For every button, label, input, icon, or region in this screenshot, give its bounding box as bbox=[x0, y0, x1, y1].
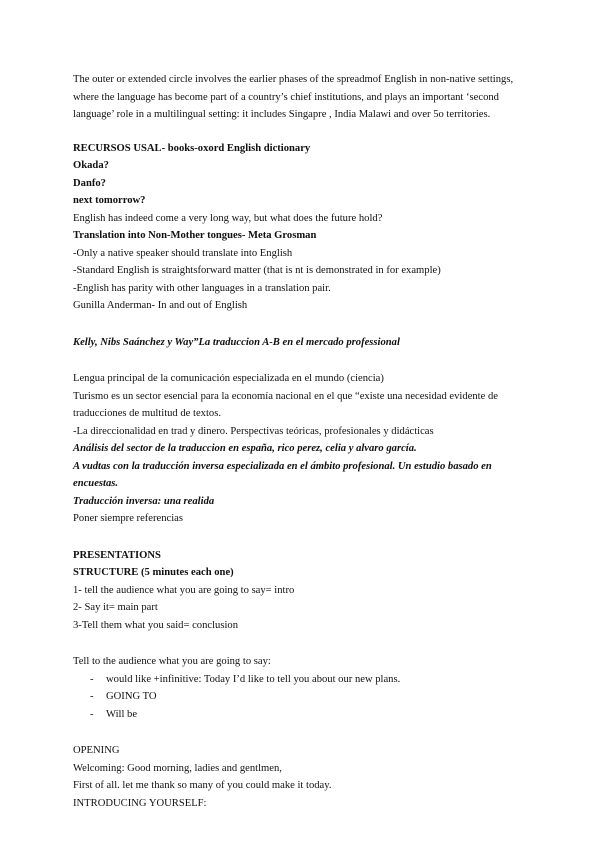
list-item-text: GOING TO bbox=[106, 691, 157, 702]
question-okada: Okada? bbox=[73, 160, 109, 171]
point-parity: -English has parity with other languages in a translation pair. bbox=[73, 282, 331, 294]
point-native-speaker: -Only a native speaker should translate into English bbox=[73, 247, 293, 259]
lengua-principal-line: Lengua principal de la comunicación especializada en el mundo (ciencia) bbox=[73, 373, 384, 384]
presentations-heading: PRESENTATIONS bbox=[73, 549, 161, 561]
structure-step-3: 3-Tell them what you said= conclusion bbox=[73, 619, 238, 631]
list-item bbox=[73, 671, 535, 689]
tell-audience-line: Tell to the audience what you are going to say: bbox=[73, 656, 271, 667]
phrase-list bbox=[73, 671, 535, 724]
introducing-heading: INTRODUCING YOURSELF: bbox=[73, 797, 207, 809]
spacer bbox=[73, 723, 535, 742]
spacer bbox=[73, 124, 535, 140]
traduccion-inversa-line: Traducción inversa: una realida bbox=[73, 495, 215, 507]
first-of-all-line: First of all. let me thank so many of you could make it today. bbox=[73, 780, 332, 791]
spacer bbox=[73, 528, 535, 547]
intro-paragraph: The outer or extended circle involves the earlier phases of the spreadmof English in non-native settings, where the language has become part of a country’s chief institutions, and plays an important ‘second language’ role in a multilingual setting: it includes Singapre , India Malawi and over 5o territories. bbox=[73, 74, 514, 120]
document-body bbox=[73, 71, 535, 812]
list-item bbox=[73, 688, 535, 706]
turismo-paragraph: Turismo es un sector esencial para la economía nacional en el que “existe una necesidad evidente de traducciones de multitud de textos. bbox=[73, 390, 498, 419]
welcoming-line: Welcoming: Good morning, ladies and gentlmen, bbox=[73, 762, 282, 774]
list-item bbox=[73, 706, 535, 724]
a-vueltas-paragraph: A vudtas con la traducción inversa especializada en el ámbito profesional. Un estudio basado en encuestas. bbox=[73, 460, 492, 489]
dash-bullet: - bbox=[90, 691, 94, 702]
list-item-text: would like +infinitive: Today I’d like to tell you about our new plans. bbox=[106, 673, 401, 685]
kelly-heading: Kelly, Nibs Saánchez y Way”La traduccion A-B en el mercado professional bbox=[73, 336, 400, 348]
question-danfo: Danfo? bbox=[73, 177, 106, 189]
spacer bbox=[73, 351, 535, 370]
recursos-heading: RECURSOS USAL- books-oxord English dictionary bbox=[73, 142, 311, 154]
structure-step-2: 2- Say it= main part bbox=[73, 602, 158, 613]
opening-heading: OPENING bbox=[73, 745, 120, 756]
question-next-tomorrow: next tomorrow? bbox=[73, 195, 146, 206]
analisis-line: Análisis del sector de la traduccion en españa, rico perez, celia y alvaro garcía. bbox=[73, 443, 417, 454]
spacer bbox=[73, 634, 535, 653]
dash-bullet: - bbox=[90, 673, 94, 685]
list-item-text: Will be bbox=[106, 708, 138, 720]
direccionalidad-line: -La direccionalidad en trad y dinero. Perspectivas teóricas, profesionales y didácticas bbox=[73, 425, 434, 437]
spacer bbox=[73, 315, 535, 334]
structure-heading: STRUCTURE (5 minutes each one) bbox=[73, 567, 234, 578]
dash-bullet: - bbox=[90, 708, 94, 720]
english-future-line: English has indeed come a very long way, but what does the future hold? bbox=[73, 212, 383, 224]
point-standard-english: -Standard English is straightsforward matter (that is nt is demonstrated in for example) bbox=[73, 265, 441, 276]
structure-step-1: 1- tell the audience what you are going to say= intro bbox=[73, 584, 295, 596]
gunilla-reference: Gunilla Anderman- In and out of English bbox=[73, 300, 248, 311]
translation-heading: Translation into Non-Mother tongues- Meta Grosman bbox=[73, 230, 317, 241]
poner-referencias-line: Poner siempre referencias bbox=[73, 513, 184, 524]
